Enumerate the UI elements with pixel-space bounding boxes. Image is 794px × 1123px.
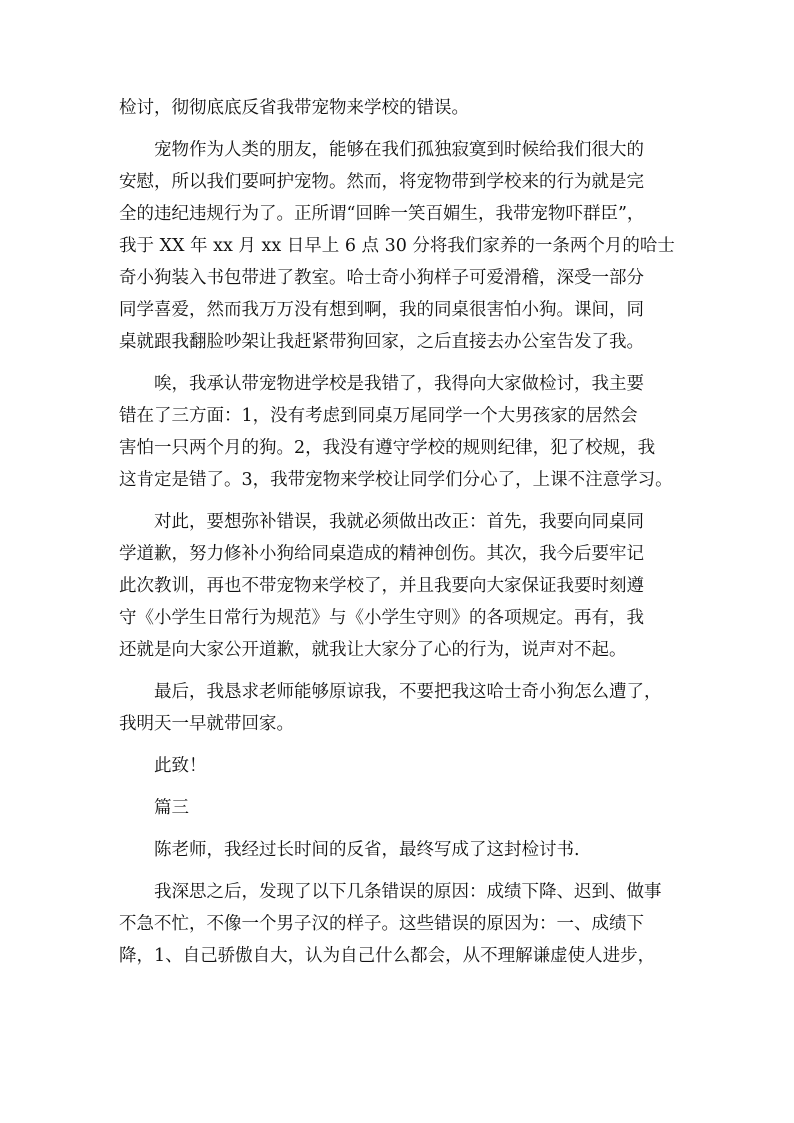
paragraph-3 bbox=[119, 368, 679, 496]
paragraph-1 bbox=[119, 92, 679, 124]
text-line: 守《小学生日常行为规范》与《小学生守则》的各项规定。再有，我 bbox=[119, 608, 644, 628]
text-line: 安慰，所以我们要呵护宠物。然而，将宠物带到学校来的行为就是完 bbox=[119, 172, 644, 192]
text-line: 此次教训，再也不带宠物来学校了，并且我要向大家保证我要时刻遵 bbox=[119, 576, 644, 596]
text-line: 我明天一早就带回家。 bbox=[119, 714, 294, 734]
text-line: 唉，我承认带宠物进学校是我错了，我得向大家做检讨，我主要 bbox=[154, 374, 644, 394]
document-body bbox=[119, 92, 679, 982]
text-line: 这肯定是错了。3，我带宠物来学校让同学们分心了，上课不注意学习。 bbox=[119, 470, 673, 490]
paragraph-4 bbox=[119, 506, 679, 666]
text-line: 我于 XX 年 xx 月 xx 日早上 6 点 30 分将我们家养的一条两个月的哈士 bbox=[119, 236, 675, 256]
text-line: 奇小狗装入书包带进了教室。哈士奇小狗样子可爱滑稽，深受一部分 bbox=[119, 268, 644, 288]
text-line: 害怕一只两个月的狗。2，我没有遵守学校的规则纪律，犯了校规，我 bbox=[119, 438, 656, 458]
paragraph-6 bbox=[119, 834, 679, 866]
text-line: 降，1、自己骄傲自大，认为自己什么都会，从不理解谦虚使人进步， bbox=[119, 946, 656, 966]
text-line: 还就是向大家公开道歉，就我让大家分了心的行为，说声对不起。 bbox=[119, 640, 627, 660]
paragraph-2 bbox=[119, 134, 679, 358]
text-line: 学道歉，努力修补小狗给同桌造成的精神创伤。其次，我今后要牢记 bbox=[119, 544, 644, 564]
paragraph-5 bbox=[119, 676, 679, 740]
text-line: 全的违纪违规行为了。正所谓“回眸一笑百媚生，我带宠物吓群臣”， bbox=[119, 204, 645, 224]
text-line: 桌就跟我翻脸吵架让我赶紧带狗回家，之后直接去办公室告发了我。 bbox=[119, 332, 644, 352]
text-line: 陈老师，我经过长时间的反省，最终写成了这封检讨书. bbox=[154, 840, 580, 860]
text-line: 检讨，彻彻底底反省我带宠物来学校的错误。 bbox=[119, 98, 469, 118]
text-line: 同学喜爱，然而我万万没有想到啊，我的同桌很害怕小狗。课间，同 bbox=[119, 300, 644, 320]
closing-salutation bbox=[119, 750, 679, 782]
section-heading bbox=[119, 792, 679, 824]
text-line: 对此，要想弥补错误，我就必须做出改正：首先，我要向同桌同 bbox=[154, 512, 644, 532]
text-line: 最后，我恳求老师能够原谅我，不要把我这哈士奇小狗怎么遭了， bbox=[154, 682, 662, 702]
paragraph-7 bbox=[119, 876, 679, 972]
text-line: 篇三 bbox=[154, 798, 189, 818]
text-line: 不急不忙，不像一个男子汉的样子。这些错误的原因为：一、成绩下 bbox=[119, 914, 644, 934]
text-line: 宠物作为人类的朋友，能够在我们孤独寂寞到时候给我们很大的 bbox=[154, 140, 644, 160]
text-line: 错在了三方面：1，没有考虑到同桌万尾同学一个大男孩家的居然会 bbox=[119, 406, 638, 426]
text-line: 我深思之后，发现了以下几条错误的原因：成绩下降、迟到、做事 bbox=[154, 882, 662, 902]
text-line: 此致！ bbox=[154, 756, 207, 776]
